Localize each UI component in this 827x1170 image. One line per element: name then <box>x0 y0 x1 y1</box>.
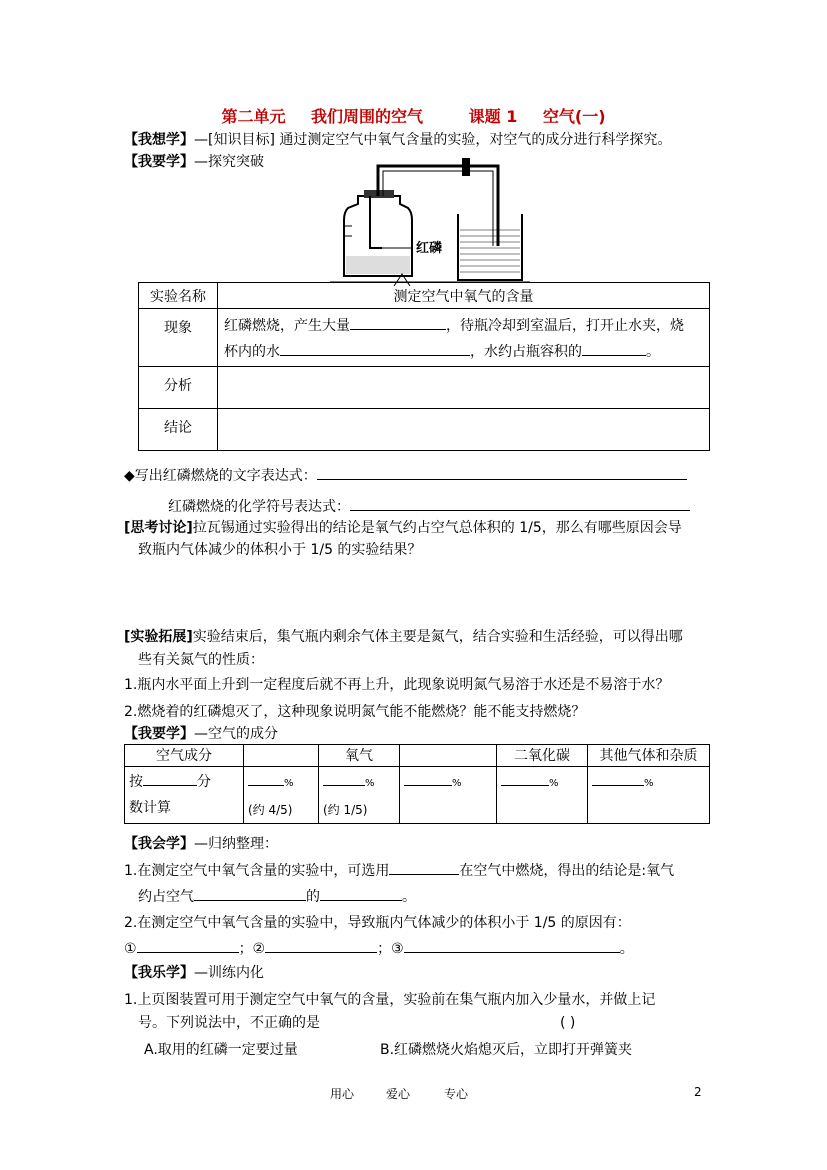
can-line-2: 约占空气 的 。 <box>138 886 416 907</box>
footer-text-1: 用心 <box>330 1087 355 1101</box>
cell-rare-gas: % <box>400 767 497 824</box>
title-unit: 第二单元 <box>221 107 286 126</box>
cell-oxygen: % (约 1/5) <box>319 767 400 824</box>
blank[interactable] <box>389 860 459 875</box>
blank[interactable] <box>320 886 402 901</box>
option-b[interactable]: B.红磷燃烧火焰熄灭后，立即打开弹簧夹 <box>380 1042 633 1058</box>
red-phosphorus-label: 红磷 <box>416 241 443 256</box>
cell-nitrogen: % (约 4/5) <box>244 767 319 824</box>
col-header-co2: 二氧化碳 <box>497 745 588 767</box>
discussion-line-2: 致瓶内气体减少的体积小于 1/5 的实验结果？ <box>138 542 422 558</box>
col-header-rare-gas <box>400 745 497 767</box>
expansion-line-2: 些有关氮气的性质： <box>138 652 264 668</box>
blank[interactable] <box>582 341 646 356</box>
enjoy-question-line-1: 1.上页图装置可用于测定空气中氧气的含量，实验前在集气瓶内加入少量水，并做上记 <box>124 992 656 1008</box>
title-topic: 空气(一) <box>542 107 606 126</box>
section-enjoy: 【我乐学】—训练内化 <box>124 965 264 981</box>
table-value-conclusion[interactable] <box>218 409 710 451</box>
discussion: [思考讨论]拉瓦锡通过实验得出的结论是氧气约占空气总体积的 1/5，那么有哪些原因会导 <box>124 520 682 536</box>
cell-others: % <box>588 767 710 824</box>
blank[interactable] <box>501 771 549 786</box>
blank[interactable] <box>265 938 377 953</box>
col-header-oxygen: 氧气 <box>319 745 400 767</box>
answer-paren[interactable]: ( ) <box>560 1015 576 1031</box>
air-composition-table <box>124 744 710 824</box>
section-can: 【我会学】—归纳整理： <box>124 836 278 852</box>
col-header-others: 其他气体和杂质 <box>588 745 710 767</box>
table-value-name: 测定空气中氧气的含量 <box>218 283 710 309</box>
cell-co2: % <box>497 767 588 824</box>
table-header-name: 实验名称 <box>139 283 218 309</box>
expansion-question-1: 1.瓶内水平面上升到一定程度后就不再上升，此现象说明氮气易溶于水还是不易溶于水？ <box>124 677 670 693</box>
enjoy-question-line-2: 号。下列说法中，不正确的是 <box>138 1015 320 1031</box>
footer-text-2: 爱心 <box>386 1087 411 1101</box>
table-header-conclusion: 结论 <box>139 409 218 451</box>
title-lesson: 课题 1 <box>468 107 518 126</box>
blank[interactable] <box>137 938 239 953</box>
expansion-question-2: 2.燃烧着的红磷熄灭了，这种现象说明氮气能不能燃烧？能不能支持燃烧？ <box>124 704 586 720</box>
word-equation-line: ◆写出红磷燃烧的文字表达式： <box>124 465 687 486</box>
blank[interactable] <box>248 771 284 786</box>
blank[interactable] <box>317 465 687 480</box>
table-value-phenomenon: 红磷燃烧，产生大量 ，待瓶冷却到室温后，打开止水夹，烧 杯内的水 ，水约占瓶容积的 。 <box>218 309 710 367</box>
blank[interactable] <box>404 771 452 786</box>
col-header-component: 空气成分 <box>125 745 244 767</box>
blank[interactable] <box>350 315 446 330</box>
blank[interactable] <box>280 341 470 356</box>
table-value-analysis[interactable] <box>218 367 710 409</box>
section-want-2: 【我要学】—空气的成分 <box>124 726 278 742</box>
title-chapter: 我们周围的空气 <box>311 107 424 126</box>
col-header-nitrogen <box>244 745 319 767</box>
can-line-4: ① ；② ；③ 。 <box>124 938 634 959</box>
table-header-analysis: 分析 <box>139 367 218 409</box>
blank[interactable] <box>323 771 365 786</box>
experiment-table <box>138 282 710 451</box>
section-want-1: 【我要学】—探究突破 <box>124 154 264 170</box>
page-number: 2 <box>694 1085 702 1099</box>
blank[interactable] <box>404 938 620 953</box>
apparatus-diagram <box>330 156 530 286</box>
blank[interactable] <box>350 496 690 511</box>
can-line-3: 2.在测定空气中氧气含量的实验中，导致瓶内气体减少的体积小于 1/5 的原因有： <box>124 915 631 931</box>
option-a[interactable]: A.取用的红磷一定要过量 <box>144 1042 298 1058</box>
table-header-phenomenon: 现象 <box>139 309 218 367</box>
row-label: 按 分 数计算 <box>125 767 244 824</box>
blank[interactable] <box>194 886 306 901</box>
page-title <box>0 104 827 127</box>
footer-text-3: 专心 <box>444 1087 469 1101</box>
experiment-expansion: [实验拓展]实验结束后，集气瓶内剩余气体主要是氮气，结合实验和生活经验，可以得出哪 <box>124 629 683 645</box>
can-line-1: 1.在测定空气中氧气含量的实验中，可选用 在空气中燃烧，得出的结论是:氧气 <box>124 860 674 881</box>
blank[interactable] <box>592 771 644 786</box>
blank[interactable] <box>143 771 197 786</box>
symbol-equation-line: 红磷燃烧的化学符号表达式： <box>168 496 690 517</box>
section-think: 【我想学】—[知识目标] 通过测定空气中氧气含量的实验，对空气的成分进行科学探究。 <box>124 132 672 148</box>
